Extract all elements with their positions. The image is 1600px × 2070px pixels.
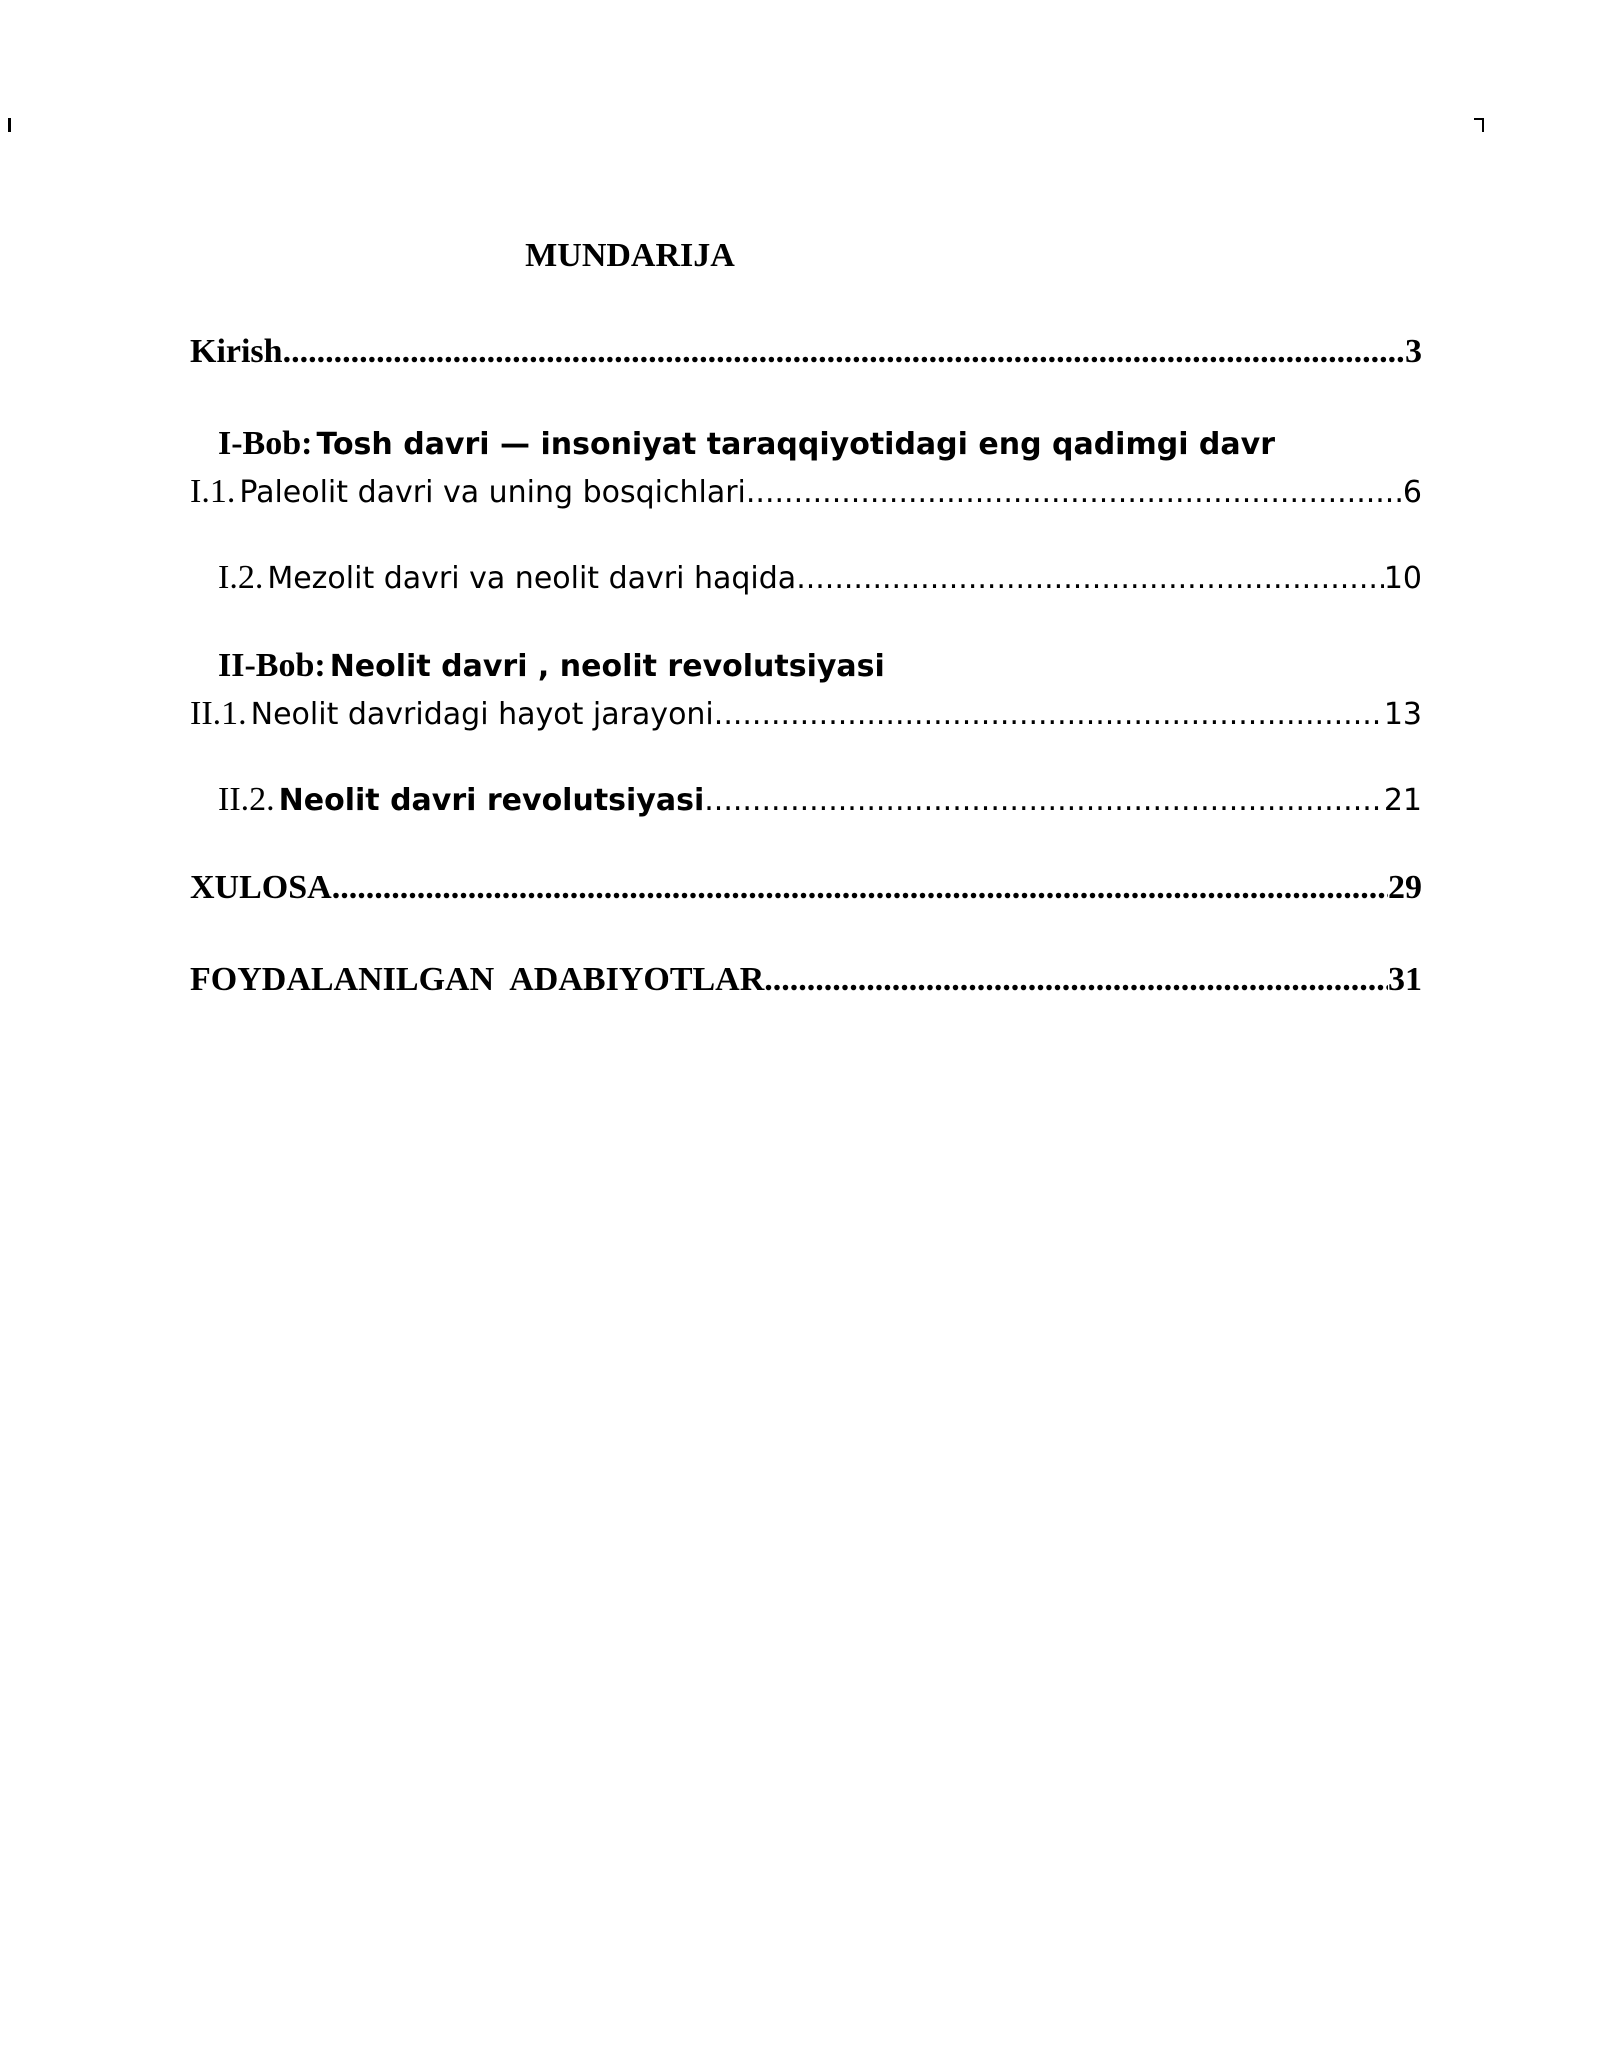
toc-entry-xulosa[interactable] bbox=[190, 868, 1422, 908]
toc-entry-section-2-1[interactable] bbox=[190, 694, 1422, 740]
toc-leader-dots bbox=[764, 960, 1388, 1000]
toc-entry-label: Neolit davridagi hayot jarayoni bbox=[250, 697, 714, 732]
toc-leader-dots bbox=[704, 781, 1384, 821]
toc-entry-label: FOYDALANILGAN ADABIYOTLAR bbox=[190, 961, 765, 998]
toc-leader-dots bbox=[332, 868, 1388, 908]
toc-entry-section-1-1[interactable] bbox=[190, 472, 1422, 518]
section-number: II.1. bbox=[190, 695, 247, 732]
toc-page-number: 29 bbox=[1388, 869, 1422, 906]
toc-page-number: 13 bbox=[1383, 697, 1422, 732]
toc-page-number: 10 bbox=[1383, 561, 1422, 596]
toc-page-number: 31 bbox=[1388, 961, 1422, 998]
chapter-prefix: II-Bob: bbox=[218, 647, 326, 684]
chapter-heading-2 bbox=[218, 646, 885, 692]
section-number: I.2. bbox=[218, 559, 264, 596]
toc-entry-section-2-2[interactable] bbox=[190, 780, 1422, 826]
toc-leader-dots bbox=[796, 559, 1384, 599]
toc-page-number: 6 bbox=[1402, 475, 1422, 510]
toc-entry-label: Mezolit davri va neolit davri haqida bbox=[267, 561, 797, 596]
chapter-heading-1 bbox=[218, 424, 1275, 470]
toc-entry-label: XULOSA bbox=[190, 869, 332, 906]
chapter-prefix: I-Bob: bbox=[218, 425, 313, 462]
chapter-title: Neolit davri , neolit revolutsiyasi bbox=[329, 649, 885, 684]
section-number: I.1. bbox=[190, 473, 236, 510]
toc-leader-dots bbox=[746, 473, 1403, 513]
toc-entry-adabiyotlar[interactable] bbox=[190, 960, 1422, 1000]
toc-page-number: 3 bbox=[1405, 333, 1422, 370]
corner-mark-right bbox=[1474, 118, 1484, 132]
toc-leader-dots bbox=[714, 695, 1384, 735]
chapter-title: Tosh davri — insoniyat taraqqiyotidagi eng qadimgi davr bbox=[316, 427, 1275, 462]
toc-entry-section-1-2[interactable] bbox=[190, 558, 1422, 604]
toc-page-number: 21 bbox=[1383, 783, 1422, 818]
toc-entry-kirish[interactable] bbox=[190, 332, 1422, 372]
toc-title: MUNDARIJA bbox=[525, 237, 735, 274]
toc-entry-label: Paleolit davri va uning bosqichlari bbox=[239, 475, 746, 510]
toc-entry-label: Neolit davri revolutsiyasi bbox=[278, 783, 705, 818]
section-number: II.2. bbox=[218, 781, 275, 818]
toc-entry-label: Kirish bbox=[190, 333, 283, 370]
corner-mark-left bbox=[8, 118, 11, 132]
toc-leader-dots bbox=[283, 332, 1405, 372]
